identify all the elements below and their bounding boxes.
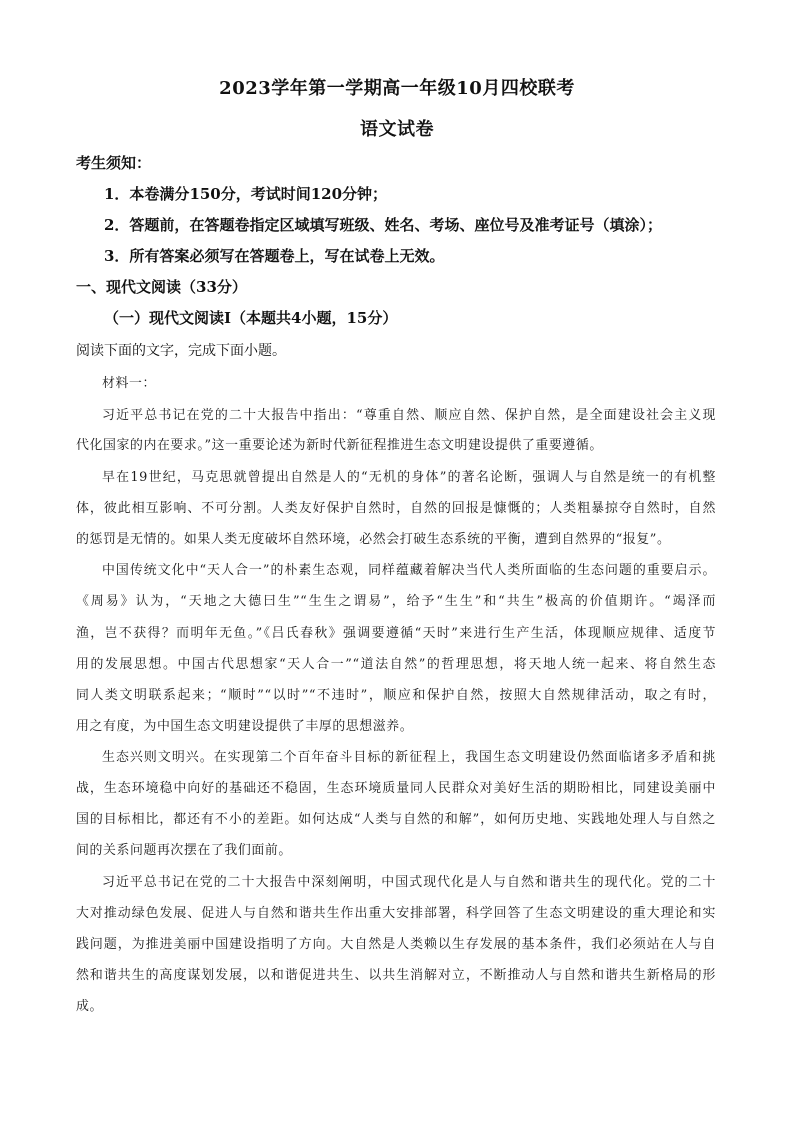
passage-line: 用之有度，为中国生态文明建设提供了丰厚的思想滋养。 [76,719,414,734]
passage-line: 国的目标相比，都还有不小的差距。如何达成“人类与自然的和解”，如何历史地、实践地处理人与自然之 [76,812,716,827]
passage-line: 中国传统文化中“天人合一”的朴素生态观，同样蕴藏着解决当代人类所面临的生态问题的重要启示。 [102,563,716,578]
passage-line: 代化国家的内在要求。”这一重要论述为新时代新征程推进生态文明建设提供了重要遵循。 [76,438,603,453]
passage-line: 习近平总书记在党的二十大报告中指出：“尊重自然、顺应自然、保护自然，是全面建设社会主义现 [102,408,716,423]
passage-line: 然和谐共生的高度谋划发展，以和谐促进共生、以共生消解对立，不断推动人与自然和谐共生新格局的形 [76,968,716,983]
exam-subtitle: 语文试卷 [360,119,434,140]
section-heading: 一、现代文阅读（33分） [76,278,247,296]
passage-line: 用的发展思想。中国古代思想家“天人合一”“道法自然”的哲理思想，将天地人统一起来、将自然生态 [76,657,716,672]
passage-line: 早在19世纪，马克思就曾提出自然是人的“无机的身体”的著名论断，强调人与自然是统一的有机整 [102,470,716,485]
notice-item: 3．所有答案必须写在答题卷上，写在试卷上无效。 [104,247,445,265]
notice-heading: 考生须知： [76,154,152,172]
passage-line: 的惩罚是无情的。如果人类无度破坏自然环境，必然会打破生态系统的平衡，遭到自然界的“报复”。 [76,532,671,547]
notice-item: 2．答题前，在答题卷指定区域填写班级、姓名、考场、座位号及准考证号（填涂）； [104,216,662,234]
passage-line: 大对推动绿色发展、促进人与自然和谐共生作出重大安排部署，科学回答了生态文明建设的重大理论和实 [76,906,716,921]
passage-line: 生态兴则文明兴。在实现第二个百年奋斗目标的新征程上，我国生态文明建设仍然面临诸多矛盾和挑 [102,750,716,765]
passage-line: 践问题，为推进美丽中国建设指明了方向。大自然是人类赖以生存发展的基本条件，我们必须站在人与自 [76,937,716,952]
passage-line: 同人类文明联系起来；“顺时”“以时”“不违时”，顺应和保护自然，按照大自然规律活动，取之有时， [76,688,716,703]
exam-title: 2023学年第一学期高一年级10月四校联考 [219,78,575,99]
material-label: 材料一： [102,376,156,391]
passage-line: 成。 [76,999,103,1014]
passage-line: 习近平总书记在党的二十大报告中深刻阐明，中国式现代化是人与自然和谐共生的现代化。党的二十 [102,875,716,890]
notice-item: 1．本卷满分150分，考试时间120分钟； [104,185,388,203]
reading-instruction: 阅读下面的文字，完成下面小题。 [76,343,286,359]
passage-line: 间的关系问题再次摆在了我们面前。 [76,843,292,858]
section-subheading: （一）现代文阅读I（本题共4小题，15分） [104,309,398,327]
passage-line: 渔，岂不获得？而明年无鱼。”《吕氏春秋》强调要遵循“天时”来进行生产生活，体现顺应规律、适度节 [76,626,716,641]
passage-line: 体，彼此相互影响、不可分割。人类友好保护自然时，自然的回报是慷慨的；人类粗暴掠夺自然时，自然 [76,501,716,516]
passage-line: 战，生态环境稳中向好的基础还不稳固，生态环境质量同人民群众对美好生活的期盼相比，同建设美丽中 [76,781,716,796]
passage-line: 《周易》认为，“天地之大德曰生”“生生之谓易”，给予“生生”和“共生”极高的价值期许。“竭泽而 [76,594,716,609]
